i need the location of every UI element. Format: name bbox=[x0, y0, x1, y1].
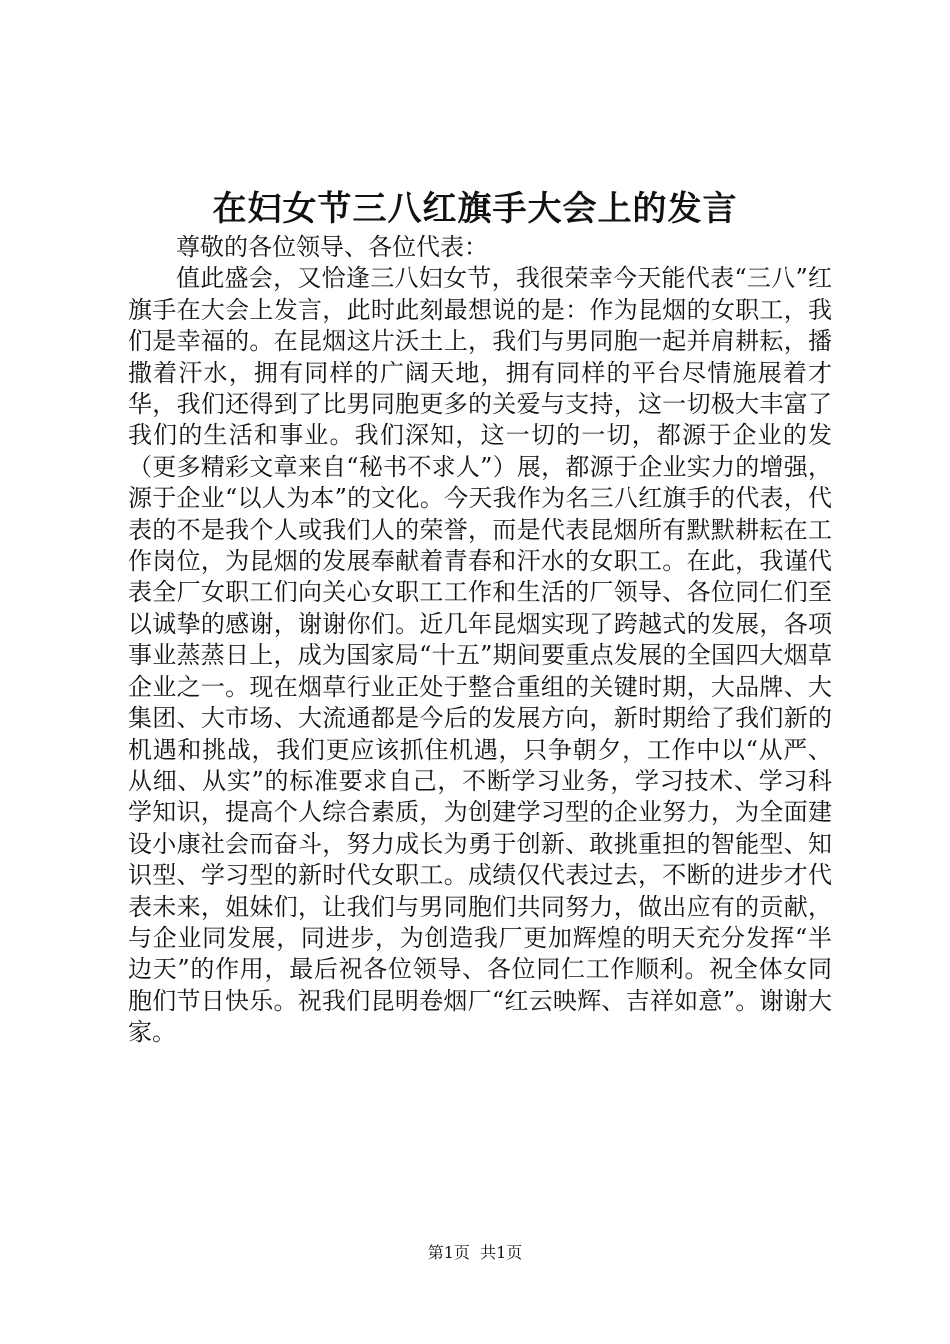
body-paragraph: 值此盛会，又恰逢三八妇女节，我很荣幸今天能代表“三八”红旗手在大会上发言，此时此刻最想说的是：作为昆烟的女职工，我们是幸福的。在昆烟这片沃土上，我们与男同胞一起并肩耕耘，播撒着汗水，拥有同样的广阔天地，拥有同样的平台尽情施展着才华，我们还得到了比男同胞更多的关爱与支持，这一切极大丰富了我们的生活和事业。我们深知，这一切的一切，都源于企业的发（更多精彩文章来自“秘书不求人”）展，都源于企业实力的增强，源于企业“以人为本”的文化。今天我作为名三八红旗手的代表，代表的不是我个人或我们人的荣誉，而是代表昆烟所有默默耕耘在工作岗位，为昆烟的发展奉献着青春和汗水的女职工。在此，我谨代表全厂女职工们向关心女职工工作和生活的厂领导、各位同仁们至以诚挚的感谢，谢谢你们。近几年昆烟实现了跨越式的发展，各项事业蒸蒸日上，成为国家局“十五”期间要重点发展的全国四大烟草企业之一。现在烟草行业正处于整合重组的关键时期，大品牌、大集团、大市场、大流通都是今后的发展方向，新时期给了我们新的机遇和挑战，我们更应该抓住机遇，只争朝夕，工作中以“从严、从细、从实”的标准要求自己，不断学习业务，学习技术、学习科学知识，提高个人综合素质，为创建学习型的企业努力，为全面建设小康社会而奋斗，努力成长为勇于创新、敢挑重担的智能型、知识型、学习型的新时代女职工。成绩仅代表过去，不断的进步才代表未来，姐妹们，让我们与男同胞们共同努力，做出应有的贡献，与企业同发展，同进步，为创造我厂更加辉煌的明天充分发挥“半边天”的作用，最后祝各位领导、各位同仁工作顺利。祝全体女同胞们节日快乐。祝我们昆明卷烟厂“红云映辉、吉祥如意”。谢谢大家。 bbox=[128, 264, 832, 1047]
document-title: 在妇女节三八红旗手大会上的发言 bbox=[212, 189, 738, 229]
page-number-label: 第1页 共1页 bbox=[427, 1243, 523, 1262]
salutation-paragraph: 尊敬的各位领导、各位代表： bbox=[176, 233, 488, 261]
document-body bbox=[128, 232, 832, 1049]
page-footer bbox=[0, 1243, 950, 1263]
